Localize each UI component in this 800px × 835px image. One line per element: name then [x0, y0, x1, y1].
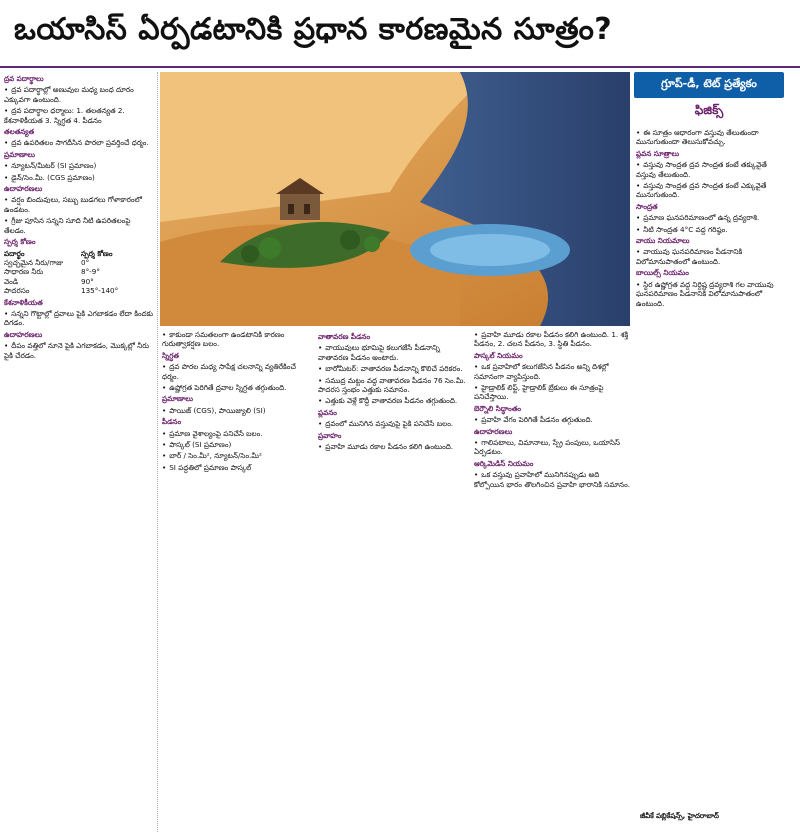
table-cell: 135°-140°: [81, 286, 119, 296]
col5-heading-1: ప్లవన సూత్రాలు: [636, 148, 680, 158]
col2-heading-1: స్నిగ్ధత: [162, 350, 179, 360]
column-5: [636, 128, 786, 828]
sidebar-subject: ఫిజిక్స్: [694, 102, 724, 117]
col1-para: • సన్నని గొట్టాల్లో ద్రవాలు పైకి ఎగబాకడం లేదా కిందకు దిగడం.: [4, 309, 154, 328]
col2-heading-3: పీడనం: [162, 417, 182, 427]
col1-para: • డైన్/సెం.మీ. (CGS ప్రమాణం): [4, 173, 154, 182]
col2-para: • ద్రవ పొరల మధ్య సాపేక్ష చలనాన్ని వ్యతిరేకించే ధర్మం.: [162, 362, 312, 381]
byline: జీవీకే పబ్లికేషన్స్, హైదరాబాద్: [640, 812, 719, 820]
headline: ఒయాసిస్ ఏర్పడటానికి ప్రధాన కారణమైన సూత్రం?: [14, 12, 613, 47]
col1-heading-2: తలతన్యత: [4, 127, 35, 137]
col5-para: • ప్రమాణ ఘనపరిమాణంలో ఉన్న ద్రవ్యరాశి.: [636, 213, 786, 222]
headline-rule: [0, 66, 800, 68]
oasis-illustration: [160, 72, 630, 326]
column-1: [4, 72, 158, 832]
col5-para: • వస్తువు సాంద్రత ద్రవ సాంద్రత కంటే ఎక్కువైతే మునుగుతుంది.: [636, 181, 786, 200]
col2-para: • బార్ / సెం.మీ², న్యూటన్/సెం.మీ²: [162, 451, 312, 460]
col4-heading-3: ఉదాహరణలు: [474, 426, 513, 436]
oasis-photo: [160, 72, 630, 326]
col3-para: • సముద్ర మట్టం వద్ద వాతావరణ పీడనం 76 సెం.మీ. పాదరస స్తంభం ఎత్తుకు సమానం.: [318, 376, 468, 395]
col1-heading-7: ఉదాహరణలు: [4, 329, 43, 339]
col1-heading-5: స్పర్శ కోణం: [4, 237, 36, 247]
col4-para: • ప్రవాహి మూడు రకాల పీడనం కలిగి ఉంటుంది. 1. శక్తి పీడనం, 2. చలన పీడనం, 3. స్థితి పీడనం.: [474, 330, 630, 349]
table-cell: వెండి: [4, 276, 19, 286]
col2-heading-2: ప్రమాణాలు: [162, 394, 193, 404]
col3-para: • ద్రవంలో మునిగిన వస్తువుపై పైకి పనిచేసే బలం.: [318, 419, 468, 428]
col1-para: • ద్రవ పదార్థాల్లో అణువుల మధ్య బంధ దూరం ఎక్కువగా ఉంటుంది.: [4, 85, 154, 104]
col1-heading-4: ఉదాహరణలు: [4, 184, 43, 194]
col5-para: • ఈ సూత్రం ఆధారంగా వస్తువు తేలుతుందా మునుగుతుందా తెలుసుకోవచ్చు.: [636, 128, 786, 147]
col5-heading-4: బాయిల్స్ నియమం: [636, 268, 689, 278]
col4-para: • ఒక ప్రవాహిలో కలుగజేసిన పీడనం అన్ని దిశల్లో సమానంగా వ్యాపిస్తుంది.: [474, 362, 630, 381]
col5-para: • నీటి సాంద్రత 4°C వద్ద గరిష్ఠం.: [636, 225, 786, 234]
col2-para: • ప్రమాణ వైశాల్యంపై పనిచేసే బలం.: [162, 429, 312, 438]
col1-para: • గ్రీజు పూసిన సన్నని సూది నీటి ఉపరితలంపై తేలడం.: [4, 216, 154, 235]
table-cell: సాధారణ నీరు: [4, 267, 44, 277]
col2-para: • కాకుండా సమతలంగా ఉండటానికి కారణం గురుత్వాకర్షణ బలం.: [162, 330, 312, 349]
contact-angle-table: [4, 249, 154, 296]
col3-heading-3: ప్రవాహం: [318, 430, 342, 440]
table-cell: 90°: [81, 276, 94, 286]
col3-para: • ప్రవాహి మూడు రకాల పీడనం కలిగి ఉంటుంది.: [318, 442, 468, 451]
table-header: స్పర్శ కోణం: [81, 248, 113, 258]
col1-para: • న్యూటన్/మీటర్ (SI ప్రమాణం): [4, 161, 154, 170]
column-4: [474, 330, 630, 830]
col4-para: • ఒక వస్తువు ప్రవాహిలో మునిగినప్పుడు అది కోల్పోయిన భారం తొలగించిన ప్రవాహి భారానికి సమానం.: [474, 470, 630, 489]
col2-para: • ఉష్ణోగ్రత పెరిగితే ద్రవాల స్నిగ్ధత తగ్గుతుంది.: [162, 383, 312, 392]
col2-para: • SI పద్ధతిలో ప్రమాణం పాస్కల్: [162, 463, 312, 472]
column-3: [318, 330, 468, 830]
table-cell: 0°: [81, 257, 90, 267]
col1-heading-1: ద్రవ పదార్థాలు: [4, 74, 44, 83]
col1-para: • దీపం వత్తిలో నూనె పైకి ఎగబాకడం, మొక్కల్లో నీరు పైకి చేరడం.: [4, 341, 154, 360]
table-cell: పాదరసం: [4, 286, 30, 296]
col4-heading-1: పాస్కల్ నియమం: [474, 350, 523, 360]
col2-para: • పాస్కల్ (SI ప్రమాణం): [162, 440, 312, 449]
sidebar-badge: గ్రూప్-డీ, టెట్ ప్రత్యేకం: [634, 72, 784, 98]
col4-heading-2: బెర్నౌలి సిద్ధాంతం: [474, 403, 522, 413]
column-2: [162, 330, 312, 830]
col1-para: • ద్రవ ఉపరితలం సాగదీసిన పొరలా ప్రవర్తించే ధర్మం.: [4, 138, 154, 147]
col4-para: • ప్రవాహి వేగం పెరిగితే పీడనం తగ్గుతుంది.: [474, 415, 630, 424]
col1-heading-6: కేశనాళికీయత: [4, 297, 43, 307]
col1-para: • వర్షం బిందువులు, సబ్బు బుడగలు గోళాకారంలో ఉండటం.: [4, 195, 154, 214]
col4-para: • హైడ్రాలిక్ లిఫ్ట్, హైడ్రాలిక్ బ్రేకులు ఈ సూత్రంపై పనిచేస్తాయి.: [474, 383, 630, 402]
col5-para: • వాయువు ఘనపరిమాణం పీడనానికి విలోమానుపాతంలో ఉంటుంది.: [636, 247, 786, 266]
col5-para: • స్థిర ఉష్ణోగ్రత వద్ద నిర్దిష్ట ద్రవ్యరాశి గల వాయువు ఘనపరిమాణం పీడనానికి విలోమానుపాతంలో ఉంటుంది.: [636, 280, 786, 308]
col3-heading-1: వాతావరణ పీడనం: [318, 332, 371, 341]
col3-para: • బారోమీటర్: వాతావరణ పీడనాన్ని కొలిచే పరికరం.: [318, 364, 468, 373]
col4-heading-4: ఆర్కిమెడిస్ నియమం: [474, 458, 534, 468]
col1-heading-3: ప్రమాణాలు: [4, 149, 35, 159]
col3-heading-2: ప్లవనం: [318, 407, 337, 417]
table-cell: 8°-9°: [81, 267, 100, 277]
col2-para: • పాయిజ్ (CGS), పాయిజ్యులి (SI): [162, 406, 312, 415]
col5-heading-2: సాంద్రత: [636, 201, 658, 211]
col3-para: • వాయువులు భూమిపై కలుగజేసే పీడనాన్ని వాతావరణ పీడనం అంటారు.: [318, 343, 468, 362]
col3-para: • ఎత్తుకు వెళ్లే కొద్దీ వాతావరణ పీడనం తగ్గుతుంది.: [318, 396, 468, 405]
table-header: పదార్థం: [4, 248, 25, 258]
col5-heading-3: వాయు నియమాలు: [636, 236, 690, 246]
col1-para: • ద్రవ పదార్థాల ధర్మాలు: 1. తలతన్యత 2. కేశనాళికీయత 3. స్నిగ్ధత 4. పీడనం: [4, 106, 154, 125]
col5-para: • వస్తువు సాంద్రత ద్రవ సాంద్రత కంటే తక్కువైతే వస్తువు తేలుతుంది.: [636, 160, 786, 179]
col4-para: • గాలిపటాలు, విమానాలు, స్ప్రే పంపులు, ఒయాసిస్ ఏర్పడటం.: [474, 438, 630, 457]
table-cell: స్వచ్ఛమైన నీరు/గాజు: [4, 257, 64, 267]
